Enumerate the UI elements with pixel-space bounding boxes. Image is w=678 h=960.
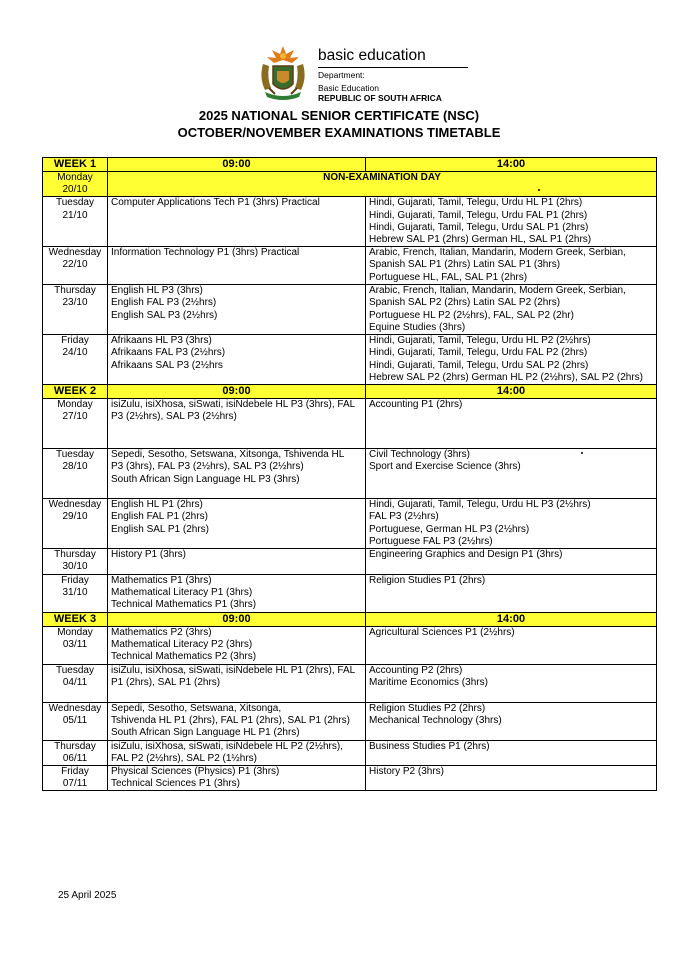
exam-line: Technical Mathematics P2 (3hrs) xyxy=(111,651,257,663)
morning-exam-cell xyxy=(108,766,366,791)
day-date: 03/11 xyxy=(62,638,88,650)
day-cell xyxy=(43,285,108,335)
afternoon-exam-cell xyxy=(366,574,657,612)
day-date: 22/10 xyxy=(62,259,88,271)
day-row xyxy=(43,626,657,664)
day-row xyxy=(43,574,657,612)
morning-exam-cell xyxy=(108,549,366,574)
week-label: WEEK 3 xyxy=(43,612,108,626)
day-row xyxy=(43,499,657,549)
exam-line: Hindi, Gujarati, Tamil, Telegu, Urdu HL P3 (2½hrs) xyxy=(369,499,591,511)
day-cell xyxy=(43,247,108,285)
day-row xyxy=(43,702,657,740)
day-name: Tuesday xyxy=(56,664,94,676)
exam-line: P3 (2½hrs), SAL P3 (2½hrs) xyxy=(111,411,237,423)
day-row xyxy=(43,197,657,247)
afternoon-exam-cell xyxy=(366,449,657,499)
exam-line: isiZulu, isiXhosa, siSwati, isiNdebele HL P2 (2½hrs), xyxy=(111,740,343,752)
page-header xyxy=(0,38,678,108)
exam-line: Technical Mathematics P1 (3hrs) xyxy=(111,599,257,611)
day-row xyxy=(43,740,657,765)
morning-exam-cell xyxy=(108,702,366,740)
exam-line: Sepedi, Sesotho, Setswana, Xitsonga, Tshivenda HL xyxy=(111,449,345,461)
exam-line: Religion Studies P1 (2hrs) xyxy=(369,574,486,586)
exam-line: FAL P2 (2½hrs), SAL P2 (1½hrs) xyxy=(111,752,257,764)
day-row xyxy=(43,449,657,499)
afternoon-exam-cell xyxy=(366,626,657,664)
exam-line: Hindi, Gujarati, Tamil, Telegu, Urdu SAL P2 (2hrs) xyxy=(369,359,589,371)
day-name: Wednesday xyxy=(48,247,102,259)
exam-line: Hindi, Gujarati, Tamil, Telegu, Urdu HL P1 (2hrs) xyxy=(369,197,583,209)
exam-line: History P2 (3hrs) xyxy=(369,766,445,778)
day-cell xyxy=(43,549,108,574)
day-date: 21/10 xyxy=(62,209,88,221)
day-cell xyxy=(43,626,108,664)
week-header-row xyxy=(43,158,657,172)
brand-line-republic: REPUBLIC OF SOUTH AFRICA xyxy=(318,93,442,103)
day-cell xyxy=(43,197,108,247)
day-row xyxy=(43,664,657,702)
afternoon-time-header: 14:00 xyxy=(366,385,657,399)
exam-line: isiZulu, isiXhosa, siSwati, isiNdebele HL P1 (2hrs), FAL xyxy=(111,664,356,676)
exam-line: Arabic, French, Italian, Mandarin, Modern Greek, Serbian, xyxy=(369,247,626,259)
exam-line: Afrikaans SAL P3 (2½hrs xyxy=(111,359,223,371)
exam-line: Hindi, Gujarati, Tamil, Telegu, Urdu FAL P1 (2hrs) xyxy=(369,209,588,221)
day-date: 20/10 xyxy=(62,184,88,196)
day-name: Thursday xyxy=(54,549,96,561)
exam-line: Portuguese HL, FAL, SAL P1 (2hrs) xyxy=(369,271,528,283)
exam-line: English HL P3 (3hrs) xyxy=(111,285,203,297)
exam-line: Portuguese, German HL P3 (2½hrs) xyxy=(369,523,530,535)
page-subtitle: OCTOBER/NOVEMBER EXAMINATIONS TIMETABLE xyxy=(177,125,501,140)
afternoon-exam-cell xyxy=(366,399,657,449)
week-header-row xyxy=(43,385,657,399)
day-name: Friday xyxy=(61,766,89,778)
day-name: Monday xyxy=(57,399,93,411)
exam-line: Mathematics P1 (3hrs) xyxy=(111,574,212,586)
exam-line: Tshivenda HL P1 (2hrs), FAL P1 (2hrs), SAL P1 (2hrs) xyxy=(111,714,350,726)
stray-dot xyxy=(538,189,540,191)
exam-line: FAL P3 (2½hrs) xyxy=(369,511,439,523)
exam-line: Arabic, French, Italian, Mandarin, Modern Greek, Serbian, xyxy=(369,285,626,297)
exam-line: Sport and Exercise Science (3hrs) xyxy=(369,461,521,473)
day-date: 31/10 xyxy=(62,586,88,598)
day-row xyxy=(43,172,657,197)
page-title: 2025 NATIONAL SENIOR CERTIFICATE (NSC) xyxy=(198,108,480,123)
brand-line-basic-education: Basic Education xyxy=(318,82,379,93)
exam-line: Maritime Economics (3hrs) xyxy=(369,676,488,688)
day-date: 24/10 xyxy=(62,347,88,359)
footer-date: 25 April 2025 xyxy=(58,890,117,901)
exam-line: South African Sign Language HL P1 (2hrs) xyxy=(111,727,300,739)
exam-line: Agricultural Sciences P1 (2½hrs) xyxy=(369,626,515,638)
exam-line: Mathematical Literacy P2 (3hrs) xyxy=(111,638,253,650)
day-name: Wednesday xyxy=(48,499,102,511)
day-name: Wednesday xyxy=(48,702,102,714)
exam-line: English HL P1 (2hrs) xyxy=(111,499,203,511)
day-date: 28/10 xyxy=(62,461,88,473)
morning-time-header: 09:00 xyxy=(108,158,366,172)
day-name: Friday xyxy=(61,335,89,347)
exam-line: isiZulu, isiXhosa, siSwati, isiNdebele HL P3 (3hrs), FAL xyxy=(111,399,356,411)
morning-exam-cell xyxy=(108,247,366,285)
day-cell xyxy=(43,766,108,791)
day-name: Thursday xyxy=(54,285,96,297)
exam-line: Religion Studies P2 (2hrs) xyxy=(369,702,486,714)
morning-exam-cell xyxy=(108,626,366,664)
afternoon-exam-cell xyxy=(366,285,657,335)
morning-exam-cell xyxy=(108,197,366,247)
morning-exam-cell xyxy=(108,499,366,549)
afternoon-time-header: 14:00 xyxy=(366,612,657,626)
day-date: 29/10 xyxy=(62,511,88,523)
morning-time-header: 09:00 xyxy=(108,612,366,626)
exam-line: Business Studies P1 (2hrs) xyxy=(369,740,490,752)
day-cell xyxy=(43,702,108,740)
day-cell xyxy=(43,335,108,385)
exam-line: Portuguese FAL P3 (2½hrs) xyxy=(369,535,493,547)
morning-exam-cell xyxy=(108,574,366,612)
exam-line: English SAL P1 (2hrs) xyxy=(111,523,210,535)
exam-line: Civil Technology (3hrs) xyxy=(369,449,470,461)
exam-line: Mechanical Technology (3hrs) xyxy=(369,714,502,726)
coat-of-arms-logo xyxy=(253,42,313,104)
day-row xyxy=(43,285,657,335)
day-name: Thursday xyxy=(54,740,96,752)
afternoon-exam-cell xyxy=(366,247,657,285)
stray-dot xyxy=(581,452,583,454)
day-row xyxy=(43,335,657,385)
exam-line: Spanish SAL P2 (2hrs) Latin SAL P2 (2hrs) xyxy=(369,297,561,309)
day-row xyxy=(43,549,657,574)
day-cell xyxy=(43,449,108,499)
day-name: Tuesday xyxy=(56,449,94,461)
timetable xyxy=(42,157,657,791)
exam-line: Physical Sciences (Physics) P1 (3hrs) xyxy=(111,766,280,778)
exam-line: Spanish SAL P1 (2hrs) Latin SAL P1 (3hrs) xyxy=(369,259,561,271)
morning-exam-cell xyxy=(108,399,366,449)
week-label: WEEK 1 xyxy=(43,158,108,172)
day-date: 27/10 xyxy=(62,411,88,423)
morning-exam-cell xyxy=(108,335,366,385)
exam-line: English FAL P3 (2½hrs) xyxy=(111,297,217,309)
day-date: 05/11 xyxy=(62,714,88,726)
exam-line: Equine Studies (3hrs) xyxy=(369,321,466,333)
brand-line-department: Department: xyxy=(318,70,365,80)
afternoon-exam-cell xyxy=(366,766,657,791)
exam-line: Sepedi, Sesotho, Setswana, Xitsonga, xyxy=(111,702,282,714)
day-name: Tuesday xyxy=(56,197,94,209)
exam-line: Hindi, Gujarati, Tamil, Telegu, Urdu HL P2 (2½hrs) xyxy=(369,335,591,347)
exam-line: P3 (3hrs), FAL P3 (2½hrs), SAL P3 (2½hrs) xyxy=(111,461,304,473)
day-date: 30/10 xyxy=(62,561,88,573)
exam-line: Engineering Graphics and Design P1 (3hrs) xyxy=(369,549,563,561)
exam-line: Technical Sciences P1 (3hrs) xyxy=(111,778,240,790)
afternoon-exam-cell xyxy=(366,197,657,247)
afternoon-exam-cell xyxy=(366,549,657,574)
morning-time-header: 09:00 xyxy=(108,385,366,399)
day-cell xyxy=(43,499,108,549)
afternoon-time-header: 14:00 xyxy=(366,158,657,172)
morning-exam-cell xyxy=(108,664,366,702)
day-name: Monday xyxy=(57,172,93,183)
day-cell xyxy=(43,399,108,449)
exam-line: Hindi, Gujarati, Tamil, Telegu, Urdu SAL P1 (2hrs) xyxy=(369,221,589,233)
day-date: 23/10 xyxy=(62,297,88,309)
day-date: 07/11 xyxy=(62,778,88,790)
day-cell xyxy=(43,574,108,612)
exam-line: Hebrew SAL P2 (2hrs) German HL P2 (2½hrs), SAL P2 (2hrs) xyxy=(369,371,643,383)
brand-block xyxy=(318,48,468,103)
non-exam-day-cell: NON-EXAMINATION DAY xyxy=(108,172,657,197)
week-label: WEEK 2 xyxy=(43,385,108,399)
day-name: Monday xyxy=(57,626,93,638)
day-name: Friday xyxy=(61,574,89,586)
morning-exam-cell xyxy=(108,285,366,335)
exam-line: Accounting P2 (2hrs) xyxy=(369,664,463,676)
day-row xyxy=(43,399,657,449)
afternoon-exam-cell xyxy=(366,702,657,740)
afternoon-exam-cell xyxy=(366,499,657,549)
exam-line: Mathematics P2 (3hrs) xyxy=(111,626,212,638)
exam-line: Portuguese HL P2 (2½hrs), FAL, SAL P2 (2hr) xyxy=(369,309,574,321)
day-cell xyxy=(43,172,108,197)
afternoon-exam-cell xyxy=(366,664,657,702)
exam-line: Accounting P1 (2hrs) xyxy=(369,399,463,411)
exam-line: English SAL P3 (2½hrs) xyxy=(111,309,218,321)
day-cell xyxy=(43,664,108,702)
day-date: 06/11 xyxy=(62,752,88,764)
exam-line: Hebrew SAL P1 (2hrs) German HL, SAL P1 (2hrs) xyxy=(369,234,592,246)
day-cell xyxy=(43,740,108,765)
exam-line: Afrikaans HL P3 (3hrs) xyxy=(111,335,212,347)
exam-line: P1 (2hrs), SAL P1 (2hrs) xyxy=(111,676,221,688)
day-date: 04/11 xyxy=(62,676,88,688)
exam-line: Mathematical Literacy P1 (3hrs) xyxy=(111,586,253,598)
day-row xyxy=(43,766,657,791)
exam-line: Afrikaans FAL P3 (2½hrs) xyxy=(111,347,226,359)
exam-line: South African Sign Language HL P3 (3hrs) xyxy=(111,473,300,485)
morning-exam-cell xyxy=(108,740,366,765)
week-header-row xyxy=(43,612,657,626)
day-row xyxy=(43,247,657,285)
exam-line: Information Technology P1 (3hrs) Practical xyxy=(111,247,300,259)
exam-line: Hindi, Gujarati, Tamil, Telegu, Urdu FAL P2 (2hrs) xyxy=(369,347,588,359)
afternoon-exam-cell xyxy=(366,740,657,765)
afternoon-exam-cell xyxy=(366,335,657,385)
exam-line: English FAL P1 (2hrs) xyxy=(111,511,208,523)
brand-name: basic education xyxy=(318,48,468,68)
exam-line: History P1 (3hrs) xyxy=(111,549,187,561)
morning-exam-cell xyxy=(108,449,366,499)
exam-line: Computer Applications Tech P1 (3hrs) Practical xyxy=(111,197,320,209)
